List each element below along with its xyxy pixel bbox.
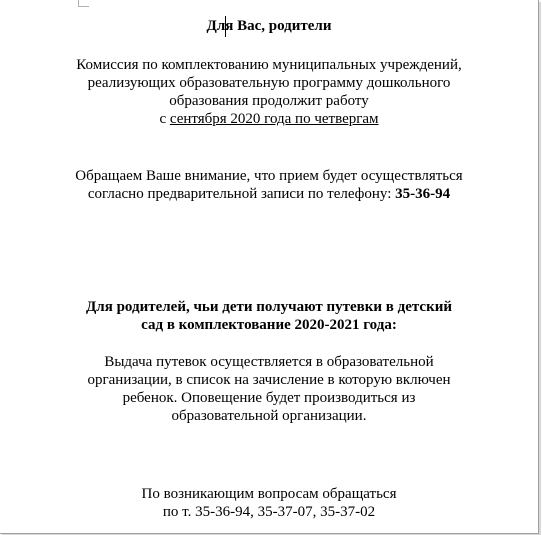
contacts-line-1: По возникающим вопросам обращаться [141,486,397,502]
commission-paragraph [0,56,538,128]
notice-line-2-text: согласно предварительной записи по телефону: [87,186,396,202]
commission-line-2: реализующих образовательную программу дошкольного [87,75,451,91]
parents-heading-line-1: Для родителей, чьи дети получают путевки в детский [85,299,452,315]
issuance-paragraph [0,353,538,425]
notice-line-2 [0,185,538,203]
commission-line-4 [0,110,538,128]
parents-heading [0,298,538,334]
page-corner-marker [78,0,89,7]
title-text: Для Вас, родители [206,18,332,34]
document-title [0,17,538,35]
commission-schedule: сентября 2020 года по четвергам [169,111,379,127]
issuance-line-1: Выдача путевок осуществляется в образовательной [104,354,434,370]
parents-heading-line-2: сад в комплектование 2020-2021 года: [141,317,397,333]
commission-line-1: Комиссия по комплектованию муниципальных учреждений, [76,57,462,73]
commission-line-4-prefix: с [159,111,170,127]
issuance-line-2: организации, в список на зачисление в которую включен [87,372,451,388]
issuance-line-4: образовательной организации. [171,408,367,424]
contacts-line-2: по т. 35-36-94, 35-37-07, 35-37-02 [162,504,376,520]
notice-paragraph [0,167,538,203]
notice-phone: 35-36-94 [395,186,451,202]
contacts-paragraph [0,485,538,521]
issuance-line-3: ребенок. Оповещение будет производиться из [122,390,416,406]
notice-line-1: Обращаем Ваше внимание, что прием будет осуществляться [75,168,463,184]
commission-line-3: образования продолжит работу [169,93,369,109]
